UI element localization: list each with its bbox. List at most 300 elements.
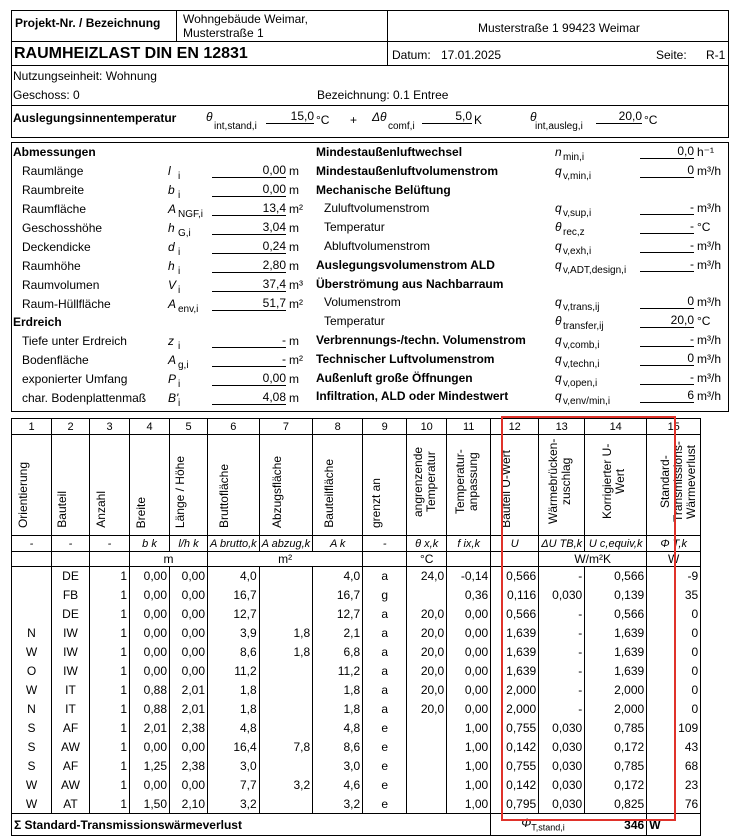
table-cell: 76 xyxy=(647,795,701,814)
col-header: Standard-Transmissions-Wärmeverlust xyxy=(657,441,698,522)
table-row xyxy=(12,605,701,624)
table-cell: 0,00 xyxy=(447,624,491,643)
sum-unit: W xyxy=(647,814,701,836)
table-cell: 1 xyxy=(90,567,130,586)
param-label: Bodenfläche xyxy=(22,353,89,367)
table-cell: 1,00 xyxy=(447,795,491,814)
table-cell: 4,8 xyxy=(313,719,363,738)
table-cell: IT xyxy=(52,700,90,719)
table-row xyxy=(12,738,701,757)
vent-unit: m³/h xyxy=(697,370,721,385)
table-cell: 35 xyxy=(647,586,701,605)
vent-value: - xyxy=(640,200,694,215)
vent-value: - xyxy=(640,257,694,272)
table-cell xyxy=(259,757,313,776)
col-header-cell xyxy=(52,435,90,536)
vent-subscript: v,comb,i xyxy=(563,340,600,351)
page-label: Seite: xyxy=(656,48,687,62)
col-header: Anzahl xyxy=(93,491,108,528)
table-cell: S xyxy=(12,738,52,757)
vent-label: Mindestaußenluftwechsel xyxy=(316,145,463,159)
col-unit: m xyxy=(130,552,208,567)
table-cell: 16,7 xyxy=(313,586,363,605)
table-cell: a xyxy=(363,662,407,681)
col-header: Korrigierter U-Wert xyxy=(599,443,627,520)
table-cell: 0,030 xyxy=(539,757,585,776)
vent-label: Zuluftvolumenstrom xyxy=(324,201,430,216)
table-cell: 0 xyxy=(647,643,701,662)
param-symbol: A xyxy=(168,297,177,311)
table-row xyxy=(12,624,701,643)
col-header-cell xyxy=(585,435,647,536)
col-number-row xyxy=(12,419,701,435)
table-cell xyxy=(259,795,313,814)
table-cell: 0 xyxy=(647,605,701,624)
table-cell: 11,2 xyxy=(313,662,363,681)
table-cell: DE xyxy=(52,605,90,624)
table-row xyxy=(12,700,701,719)
vent-subscript: v,trans,ij xyxy=(563,302,600,314)
param-symbol: P xyxy=(168,372,177,386)
param-value: - xyxy=(212,352,286,367)
col-symbol: θ x,k xyxy=(407,536,447,552)
table-cell: 0,00 xyxy=(130,567,170,586)
param-symbol: d xyxy=(168,240,175,254)
table-cell: - xyxy=(539,567,585,586)
table-cell: W xyxy=(12,681,52,700)
col-unit: °C xyxy=(407,552,447,567)
param-label: exponierter Umfang xyxy=(22,372,128,386)
theta-ausleg-symbol: θ xyxy=(530,110,537,124)
col-header: Abzugsfläche xyxy=(269,455,284,528)
table-cell: 0,00 xyxy=(447,681,491,700)
table-cell: 0,566 xyxy=(585,605,647,624)
vent-unit: m³/h xyxy=(697,351,721,366)
vent-label: Volumenstrom xyxy=(324,295,401,310)
table-cell: e xyxy=(363,776,407,795)
vent-symbol: q xyxy=(555,333,562,347)
date-value: 17.01.2025 xyxy=(441,48,502,62)
col-number: 9 xyxy=(363,419,407,435)
table-cell: 1 xyxy=(90,624,130,643)
table-cell: 1,25 xyxy=(130,757,170,776)
vent-unit: m³/h xyxy=(697,201,721,216)
param-unit: m xyxy=(289,240,299,254)
param-symbol: b xyxy=(168,183,175,197)
vent-subscript: v,min,i xyxy=(563,170,592,182)
table-cell: W xyxy=(12,795,52,814)
col-symbol: A brutto,k xyxy=(208,536,260,552)
table-cell: 20,0 xyxy=(407,605,447,624)
table-cell: 20,0 xyxy=(407,700,447,719)
col-number: 11 xyxy=(447,419,491,435)
table-cell: - xyxy=(539,643,585,662)
project-label: Projekt-Nr. / Bezeichnung xyxy=(15,16,161,30)
table-cell: 1,00 xyxy=(447,719,491,738)
table-cell: 109 xyxy=(647,719,701,738)
table-cell: 2,38 xyxy=(170,719,208,738)
table-cell: AW xyxy=(52,738,90,757)
vent-symbol: q xyxy=(555,163,562,178)
table-cell: 7,7 xyxy=(208,776,260,795)
table-cell: 1,639 xyxy=(491,662,539,681)
theta-ausleg-value: 20,0 xyxy=(596,109,642,124)
table-cell: 12,7 xyxy=(313,605,363,624)
table-cell: 0,825 xyxy=(585,795,647,814)
table-cell: e xyxy=(363,795,407,814)
design-temp-label: Auslegungsinnentemperatur xyxy=(13,111,177,125)
unit-row xyxy=(12,552,701,567)
table-cell: 0,00 xyxy=(447,662,491,681)
table-cell: 0,139 xyxy=(585,586,647,605)
table-cell: 0,142 xyxy=(491,738,539,757)
table-cell: 0,030 xyxy=(539,776,585,795)
vent-subscript: v,ADT,design,i xyxy=(563,264,627,276)
param-symbol: h xyxy=(168,259,175,273)
table-cell: 1 xyxy=(90,643,130,662)
param-label: Raumhöhe xyxy=(22,259,81,273)
col-header-cell xyxy=(130,435,170,536)
table-cell xyxy=(12,605,52,624)
vent-subscript: transfer,ij xyxy=(563,321,604,333)
sum-row xyxy=(12,814,701,836)
vent-label: Überströmung aus Nachbarraum xyxy=(316,276,504,291)
project-name-line1: Wohngebäude Weimar, xyxy=(183,12,308,26)
table-cell xyxy=(259,567,313,586)
unit-c-2: °C xyxy=(644,113,658,127)
table-cell: 20,0 xyxy=(407,662,447,681)
vent-label: Temperatur xyxy=(324,220,385,235)
project-name-line2: Musterstraße 1 xyxy=(183,26,264,40)
col-header: Orientierung xyxy=(15,461,30,528)
vent-unit: m³/h xyxy=(697,163,721,178)
col-number: 4 xyxy=(130,419,170,435)
vent-label: Infiltration, ALD oder Mindestwert xyxy=(316,389,509,404)
vent-value: - xyxy=(640,370,694,385)
table-cell: 3,2 xyxy=(208,795,260,814)
plus-sign: + xyxy=(350,113,358,127)
table-cell: 1 xyxy=(90,605,130,624)
vent-unit: m³/h xyxy=(697,257,721,272)
table-cell: 0,00 xyxy=(170,738,208,757)
table-cell: 4,0 xyxy=(313,567,363,586)
col-symbol: l/h k xyxy=(170,536,208,552)
table-cell: DE xyxy=(52,567,90,586)
table-row xyxy=(12,795,701,814)
table-cell: 0,00 xyxy=(170,662,208,681)
vent-label: Mindestaußenluftvolumenstrom xyxy=(316,163,499,178)
param-unit: m xyxy=(289,259,299,273)
col-header-cell xyxy=(447,435,491,536)
col-header: Wärmebrücken-zuschlag xyxy=(545,438,573,525)
vent-symbol: q xyxy=(555,201,562,216)
param-symbol: A xyxy=(168,202,177,216)
param-subscript: NGF,i xyxy=(178,209,203,220)
table-cell: 4,8 xyxy=(208,719,260,738)
vent-symbol: q xyxy=(555,389,562,404)
vent-symbol: q xyxy=(555,370,562,385)
table-cell: 1 xyxy=(90,586,130,605)
table-cell: 0,00 xyxy=(170,605,208,624)
param-subscript: i xyxy=(178,341,181,352)
col-unit: W xyxy=(647,552,701,567)
param-unit: m xyxy=(289,221,299,235)
param-symbol: l xyxy=(168,164,171,178)
col-header-row xyxy=(12,435,701,536)
vent-subscript: v,open,i xyxy=(563,377,598,389)
table-cell: 2,000 xyxy=(491,700,539,719)
table-cell: 1,639 xyxy=(491,643,539,662)
col-number: 15 xyxy=(647,419,701,435)
table-cell: 0,785 xyxy=(585,757,647,776)
table-cell: FB xyxy=(52,586,90,605)
transmission-table xyxy=(11,418,701,836)
unit-c-1: °C xyxy=(316,113,330,127)
unit-k: K xyxy=(474,113,483,127)
col-number: 6 xyxy=(208,419,260,435)
theta-comf-sub: comf,i xyxy=(388,121,415,132)
table-cell: 0,00 xyxy=(170,624,208,643)
table-cell: 24,0 xyxy=(407,567,447,586)
table-cell: 0,00 xyxy=(130,605,170,624)
table-cell: 16,4 xyxy=(208,738,260,757)
table-cell: 1 xyxy=(90,757,130,776)
table-cell xyxy=(259,719,313,738)
param-label: char. Bodenplattenmaß xyxy=(22,391,147,405)
col-header: Bruttofläche xyxy=(217,463,232,528)
vent-label: Temperatur xyxy=(324,314,385,329)
vent-value: 20,0 xyxy=(640,313,694,328)
col-symbol: - xyxy=(52,536,90,552)
col-header: Bauteil xyxy=(54,491,69,528)
vent-subscript: min,i xyxy=(563,152,585,163)
table-cell: 12,7 xyxy=(208,605,260,624)
vent-symbol: q xyxy=(555,257,562,272)
param-subscript: i xyxy=(178,190,181,201)
col-header-cell xyxy=(407,435,447,536)
table-cell: a xyxy=(363,643,407,662)
col-unit xyxy=(491,552,539,567)
theta-stand-value: 15,0 xyxy=(266,109,314,124)
table-cell: 0,88 xyxy=(130,700,170,719)
col-symbol: - xyxy=(363,536,407,552)
vent-label: Verbrennungs-/techn. Volumenstrom xyxy=(316,333,526,347)
symbol-row xyxy=(12,536,701,552)
param-label: Deckendicke xyxy=(22,240,91,254)
param-symbol: B' xyxy=(168,391,179,405)
vent-symbol: θ xyxy=(555,314,562,329)
table-row xyxy=(12,567,701,586)
table-cell: 0 xyxy=(647,681,701,700)
table-cell: 20,0 xyxy=(407,643,447,662)
table-cell: - xyxy=(539,700,585,719)
table-cell: 0,755 xyxy=(491,757,539,776)
col-unit: m² xyxy=(208,552,363,567)
table-cell: 1,50 xyxy=(130,795,170,814)
table-cell xyxy=(12,567,52,586)
table-cell: 2,000 xyxy=(585,700,647,719)
table-cell: 1,639 xyxy=(585,662,647,681)
table-cell: W xyxy=(12,776,52,795)
table-cell xyxy=(259,586,313,605)
table-cell: 2,38 xyxy=(170,757,208,776)
vent-symbol: n xyxy=(555,145,562,159)
vent-unit: m³/h xyxy=(697,239,721,253)
vent-value: 0 xyxy=(640,294,694,309)
vent-value: 0,0 xyxy=(640,144,694,159)
table-cell: 0,172 xyxy=(585,738,647,757)
vent-unit: °C xyxy=(697,314,711,329)
table-cell: 0,00 xyxy=(447,700,491,719)
param-symbol: V xyxy=(168,278,177,292)
col-header-cell xyxy=(363,435,407,536)
table-cell: 1,00 xyxy=(447,757,491,776)
table-cell: 0,00 xyxy=(130,776,170,795)
param-unit: m xyxy=(289,164,299,178)
table-cell: 20,0 xyxy=(407,624,447,643)
table-cell: 0,00 xyxy=(130,738,170,757)
table-cell: 1,639 xyxy=(585,643,647,662)
vent-label: Auslegungsvolumenstrom ALD xyxy=(316,257,495,272)
param-value: 0,00 xyxy=(212,163,286,178)
vent-unit: m³/h xyxy=(697,295,721,310)
col-symbol: - xyxy=(12,536,52,552)
vent-subscript: v,exh,i xyxy=(563,246,592,257)
table-cell: 0,00 xyxy=(170,643,208,662)
sum-value: 346 xyxy=(585,814,647,836)
col-header-cell xyxy=(208,435,260,536)
table-cell xyxy=(407,586,447,605)
table-cell: 68 xyxy=(647,757,701,776)
param-value: 0,00 xyxy=(212,182,286,197)
table-cell: 0,00 xyxy=(170,567,208,586)
table-cell: e xyxy=(363,719,407,738)
vent-subscript: v,techn,i xyxy=(563,358,600,370)
table-cell xyxy=(407,719,447,738)
param-value: 0,00 xyxy=(212,371,286,386)
theta-comf-value: 5,0 xyxy=(422,109,472,124)
table-cell: 1 xyxy=(90,738,130,757)
table-row xyxy=(12,776,701,795)
vent-symbol: θ xyxy=(555,220,562,235)
param-subscript: env,i xyxy=(178,304,199,315)
param-value: 37,4 xyxy=(212,277,286,292)
vent-value: - xyxy=(640,332,694,347)
address: Musterstraße 1 99423 Weimar xyxy=(478,21,640,35)
col-unit xyxy=(52,552,90,567)
col-header: Bauteilfläche xyxy=(321,459,336,528)
table-cell: W xyxy=(12,643,52,662)
col-header: angrenzende Temperatur xyxy=(410,446,438,517)
col-number: 5 xyxy=(170,419,208,435)
table-cell: 0,36 xyxy=(447,586,491,605)
col-number: 1 xyxy=(12,419,52,435)
param-unit: m xyxy=(289,334,299,348)
table-cell: 23 xyxy=(647,776,701,795)
col-symbol: A k xyxy=(313,536,363,552)
vent-label: Abluftvolumenstrom xyxy=(324,239,431,253)
table-cell: IW xyxy=(52,643,90,662)
table-cell: 0 xyxy=(647,700,701,719)
vent-symbol: q xyxy=(555,239,562,253)
vent-value: 6 xyxy=(640,388,694,403)
table-cell: IW xyxy=(52,662,90,681)
table-cell: AF xyxy=(52,719,90,738)
table-cell: 0,00 xyxy=(130,662,170,681)
table-cell: 0 xyxy=(647,624,701,643)
table-cell: 2,01 xyxy=(130,719,170,738)
vent-label: Technischer Luftvolumenstrom xyxy=(316,351,495,366)
table-cell: 0,172 xyxy=(585,776,647,795)
floor: Geschoss: 0 xyxy=(13,88,80,102)
theta-stand-symbol: θ xyxy=(206,110,213,124)
param-label: Geschosshöhe xyxy=(22,221,103,235)
table-cell: IT xyxy=(52,681,90,700)
table-cell xyxy=(259,605,313,624)
table-cell: 2,10 xyxy=(170,795,208,814)
table-cell: a xyxy=(363,624,407,643)
param-label: Raumlänge xyxy=(22,164,84,178)
param-value: 3,04 xyxy=(212,220,286,235)
param-subscript: i xyxy=(178,285,181,296)
col-unit: W/m²K xyxy=(539,552,647,567)
col-header: Länge / Höhe xyxy=(172,455,187,528)
table-cell: - xyxy=(539,605,585,624)
table-cell: 0,00 xyxy=(130,586,170,605)
table-cell: - xyxy=(539,624,585,643)
param-subscript: i xyxy=(178,379,181,390)
col-unit xyxy=(90,552,130,567)
col-header: Temperatur-anpassung xyxy=(452,449,480,514)
table-cell: 1 xyxy=(90,795,130,814)
table-cell: 1,8 xyxy=(208,681,260,700)
col-header-cell xyxy=(12,435,52,536)
table-cell: 3,2 xyxy=(259,776,313,795)
table-cell: 0,116 xyxy=(491,586,539,605)
col-symbol: ΔU TB,k xyxy=(539,536,585,552)
param-label: Raum-Hüllfläche xyxy=(22,297,111,311)
vent-value: 0 xyxy=(640,351,694,366)
table-cell: 1 xyxy=(90,776,130,795)
param-unit: m² xyxy=(289,202,303,216)
col-unit xyxy=(363,552,407,567)
table-cell: 0,030 xyxy=(539,586,585,605)
table-cell: -9 xyxy=(647,567,701,586)
col-symbol: U xyxy=(491,536,539,552)
table-cell xyxy=(259,700,313,719)
table-cell: 0 xyxy=(647,662,701,681)
vent-subscript: v,sup,i xyxy=(563,208,592,220)
param-value: 51,7 xyxy=(212,296,286,311)
col-symbol: U c,equiv,k xyxy=(585,536,647,552)
table-cell: 1,8 xyxy=(208,700,260,719)
col-header-cell xyxy=(170,435,208,536)
table-cell: 0,755 xyxy=(491,719,539,738)
param-subscript: g,i xyxy=(178,360,189,371)
sum-label: Σ Standard-Transmissionswärmeverlust xyxy=(12,814,491,836)
table-cell: 2,000 xyxy=(491,681,539,700)
table-cell: 0,785 xyxy=(585,719,647,738)
table-cell: 0,00 xyxy=(447,643,491,662)
table-cell: 1 xyxy=(90,719,130,738)
table-cell: 7,8 xyxy=(259,738,313,757)
table-cell: 0,00 xyxy=(447,605,491,624)
param-unit: m² xyxy=(289,353,303,367)
table-cell xyxy=(407,738,447,757)
vent-unit: m³/h xyxy=(697,333,721,347)
col-number: 10 xyxy=(407,419,447,435)
param-label: Raumvolumen xyxy=(22,278,100,292)
